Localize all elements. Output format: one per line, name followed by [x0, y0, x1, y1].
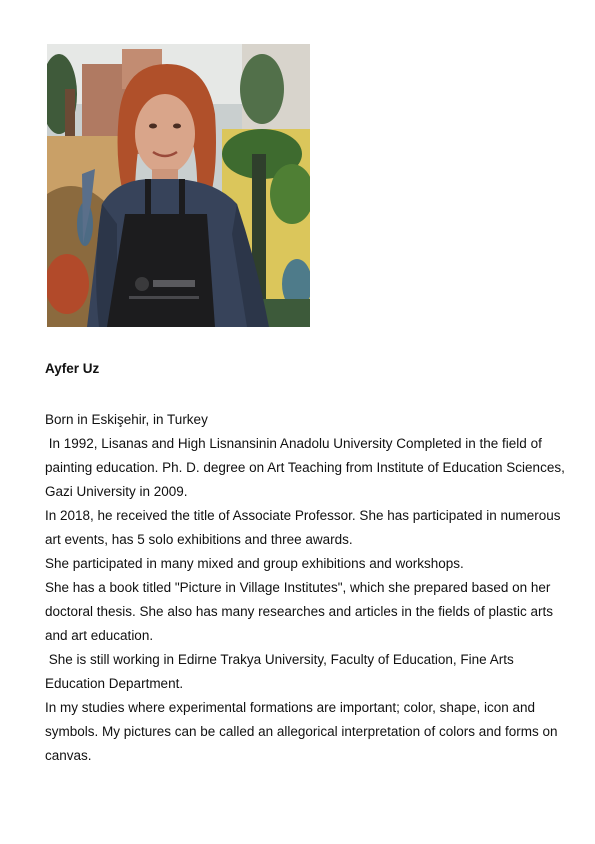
- portrait-illustration: [47, 44, 310, 327]
- bio-line: In my studies where experimental formations are important; color, shape, icon and symbols. My pictures can be called an allegorical interpretation of colors and forms on canvas.: [45, 700, 562, 763]
- biography-text: [45, 408, 569, 768]
- artist-name: Ayfer Uz: [45, 361, 100, 376]
- artist-portrait-photo: [47, 44, 310, 327]
- bio-line: Born in Eskişehir, in Turkey: [45, 412, 208, 427]
- bio-line: She is still working in Edirne Trakya University, Faculty of Education, Fine Arts Education Department.: [45, 652, 518, 691]
- bio-line: In 1992, Lisanas and High Lisnansinin Anadolu University Completed in the field of painting education. Ph. D. degree on Art Teaching from Institute of Education Sciences, Gazi University in 2009.: [45, 436, 569, 499]
- bio-line: She participated in many mixed and group exhibitions and workshops.: [45, 556, 464, 571]
- bio-line: She has a book titled "Picture in Village Institutes", which she prepared based on her doctoral thesis. She also has many researches and articles in the fields of plastic arts and art education.: [45, 580, 557, 643]
- bio-line: In 2018, he received the title of Associate Professor. She has participated in numerous art events, has 5 solo exhibitions and three awards.: [45, 508, 565, 547]
